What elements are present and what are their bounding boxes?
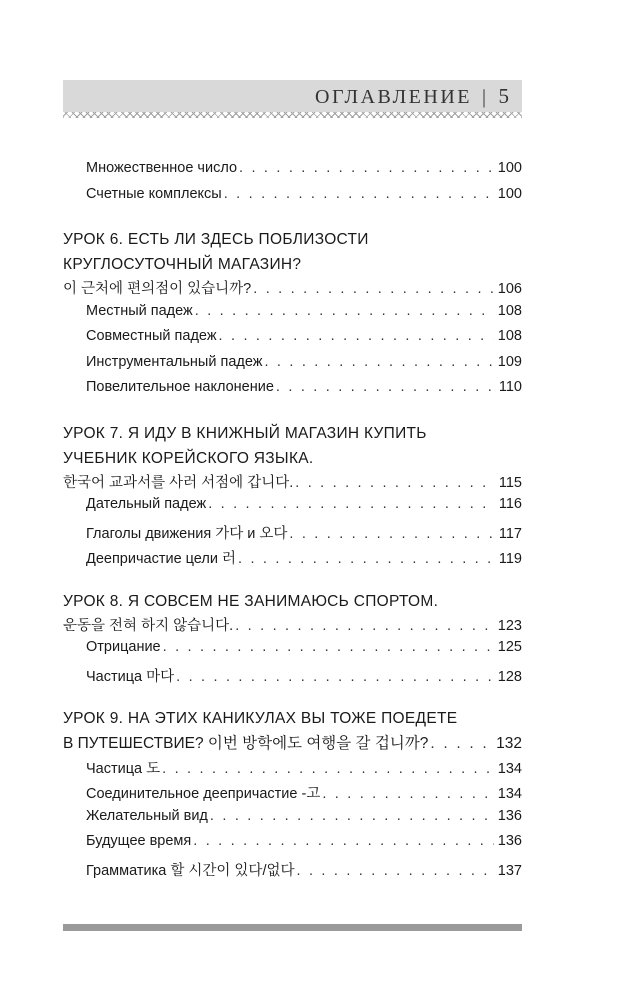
toc-entry-label: Множественное число	[86, 160, 238, 176]
toc-entry-label: Соединительное деепричастие -고	[86, 786, 321, 802]
page-number: 5	[498, 84, 509, 108]
leader-dots	[208, 496, 495, 512]
lesson-7-title: УРОК 7. Я ИДУ В КНИЖНЫЙ МАГАЗИН КУПИТЬ	[63, 424, 427, 442]
toc-entry-page: 110	[498, 379, 522, 395]
toc-entry-page: 123	[497, 617, 522, 634]
toc-entry-label: Будущее время	[86, 833, 192, 849]
leader-dots	[210, 808, 494, 824]
toc-entry-page: 134	[497, 786, 522, 802]
toc-entry[interactable]	[63, 354, 522, 380]
toc-entry-label: 이 근처에 편의점이 있습니까?	[63, 281, 252, 297]
toc-entry-page: 109	[497, 353, 522, 370]
running-header	[315, 84, 509, 109]
leader-dots	[289, 526, 494, 542]
toc-entry-label: Счетные комплексы	[86, 185, 222, 202]
leader-dots	[193, 833, 494, 849]
toc-entry-label: В ПУТЕШЕСТВИЕ? 이번 방학에도 여행을 갈 겁니까?	[63, 735, 429, 752]
toc-entry[interactable]	[63, 782, 522, 808]
leader-dots	[253, 281, 494, 297]
toc-entry-korean[interactable]	[63, 731, 522, 757]
toc-entry-label: Глаголы движения 가다 и 오다	[86, 525, 288, 542]
toc-entry-page: 136	[497, 833, 522, 849]
toc-entry-label: Желательный вид	[86, 807, 208, 824]
toc-entry-page: 137	[497, 862, 522, 879]
leader-dots	[162, 761, 494, 777]
toc-entry[interactable]	[63, 757, 522, 783]
toc-entry-page: 108	[497, 328, 522, 344]
toc-entry-label: Инструментальный падеж	[86, 353, 263, 370]
leader-dots	[264, 354, 493, 370]
toc-entry-page: 115	[498, 474, 522, 491]
toc-entry[interactable]	[63, 639, 522, 665]
leader-dots	[176, 669, 494, 685]
toc-entry-page: 134	[497, 760, 522, 777]
leader-dots	[239, 160, 494, 176]
toc-entry-korean[interactable]	[63, 614, 522, 640]
toc-entry-korean[interactable]	[63, 471, 522, 497]
toc-entry-label: Местный падеж	[86, 302, 193, 319]
toc-entry[interactable]	[63, 186, 522, 212]
toc-entry-label: Дательный падеж	[86, 496, 207, 512]
toc-entry-label: 한국어 교과서를 사러 서점에 갑니다.	[63, 474, 294, 491]
toc-entry-page: 100	[497, 185, 522, 202]
toc-entry-label: Повелительное наклонение	[86, 379, 274, 395]
leader-dots	[322, 786, 493, 802]
footer-bar	[63, 924, 522, 931]
leader-dots	[295, 475, 495, 491]
leader-dots	[430, 735, 492, 753]
toc-entry[interactable]	[63, 160, 522, 186]
toc-entry-label: Деепричастие цели 러	[86, 551, 236, 567]
toc-entry-label: Совместный падеж	[86, 328, 217, 344]
toc-entry[interactable]	[63, 379, 522, 405]
leader-dots	[224, 186, 494, 202]
toc-entry[interactable]	[63, 328, 522, 354]
toc-entry-label: 운동을 전혀 하지 않습니다.	[63, 617, 234, 634]
toc-entry-page: 132	[496, 735, 522, 752]
toc-entry[interactable]	[63, 859, 522, 885]
header-separator: |	[481, 86, 489, 108]
lesson-6-title: УРОК 6. ЕСТЬ ЛИ ЗДЕСЬ ПОБЛИЗОСТИ	[63, 231, 369, 248]
table-of-contents	[63, 160, 522, 884]
leader-dots	[219, 328, 494, 344]
toc-entry-label: Грамматика 할 시간이 있다/없다	[86, 862, 295, 879]
lesson-7-title-cont: УЧЕБНИК КОРЕЙСКОГО ЯЗЫКА.	[63, 449, 314, 467]
toc-entry-korean[interactable]	[63, 277, 522, 303]
toc-entry-page: 106	[497, 281, 522, 297]
leader-dots	[195, 303, 494, 319]
leader-dots	[163, 639, 494, 655]
lesson-9-title: УРОК 9. НА ЭТИХ КАНИКУЛАХ ВЫ ТОЖЕ ПОЕДЕТЕ	[63, 710, 458, 727]
toc-entry-label: Частица 마다	[86, 668, 175, 685]
toc-entry-label: Отрицание	[86, 639, 161, 655]
section-title: ОГЛАВЛЕНИЕ	[315, 86, 472, 108]
toc-entry[interactable]	[63, 833, 522, 859]
toc-entry-label: Частица 도	[86, 760, 161, 777]
toc-entry[interactable]	[63, 808, 522, 834]
lesson-6-title-cont: КРУГЛОСУТОЧНЫЙ МАГАЗИН?	[63, 256, 302, 273]
lesson-8-title: УРОК 8. Я СОВСЕМ НЕ ЗАНИМАЮСЬ СПОРТОМ.	[63, 592, 439, 610]
toc-entry-page: 116	[498, 496, 522, 512]
toc-entry-page: 108	[497, 302, 522, 319]
toc-entry-page: 136	[497, 807, 522, 824]
toc-entry-page: 117	[498, 525, 522, 542]
toc-entry-page: 100	[497, 160, 522, 176]
toc-entry[interactable]	[63, 522, 522, 548]
leader-dots	[297, 863, 494, 879]
leader-dots	[235, 618, 494, 634]
toc-entry-page: 119	[498, 551, 522, 567]
leader-dots	[276, 379, 495, 395]
toc-entry[interactable]	[63, 303, 522, 329]
header-ornament	[63, 112, 522, 118]
toc-entry-page: 125	[497, 639, 522, 655]
toc-entry[interactable]	[63, 496, 522, 522]
toc-entry[interactable]	[63, 665, 522, 691]
toc-entry[interactable]	[63, 547, 522, 573]
leader-dots	[238, 551, 495, 567]
toc-entry-page: 128	[497, 668, 522, 685]
